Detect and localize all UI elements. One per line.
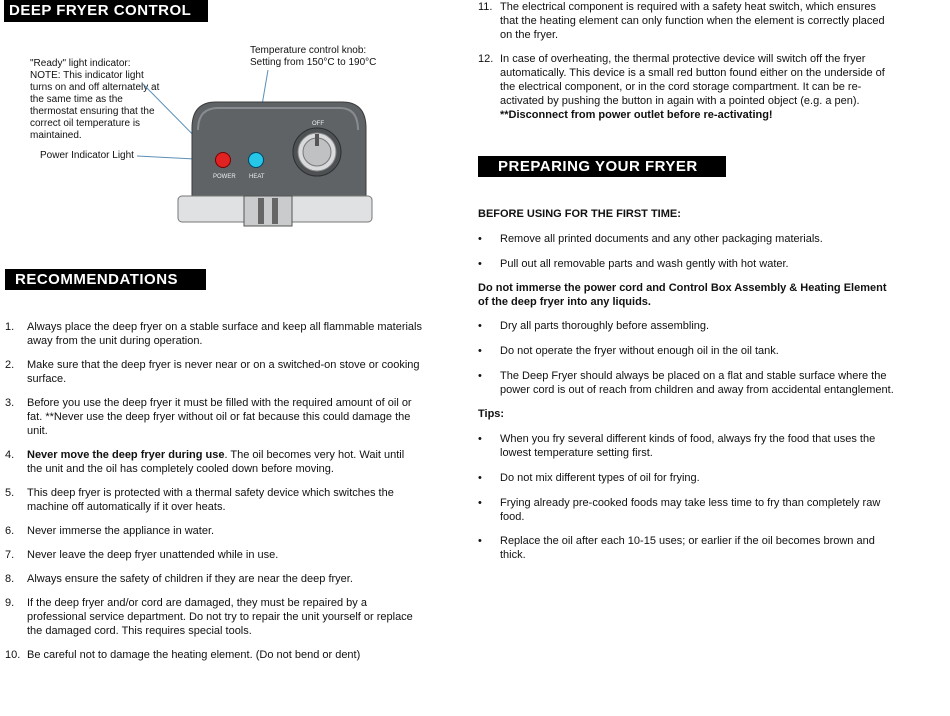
- power-indicator-note: Power Indicator Light: [40, 150, 134, 161]
- note-line: the same time as the: [30, 94, 123, 105]
- note-line: turns on and off alternately at: [30, 82, 160, 93]
- preparing-your-fryer-heading: PREPARING YOUR FRYER: [478, 156, 726, 177]
- item-line: professional service department. Do not try to repair the unit yourself or replace: [27, 611, 413, 623]
- item-line: lowest temperature setting first.: [500, 447, 653, 459]
- item-line: If the deep fryer and/or cord are damaged, they must be repaired by a: [27, 597, 367, 609]
- bullet-icon: •: [478, 472, 482, 484]
- bullet-icon: •: [478, 497, 482, 509]
- item-line: power cord is out of reach from children and away from accidental entanglement.: [500, 384, 894, 396]
- item-line: the electrical component, or in the cord storage compartment. It can be re-: [500, 81, 862, 93]
- item-number: 9.: [5, 597, 15, 609]
- heat-light-icon: [249, 153, 264, 168]
- item-line: Remove all printed documents and any other packaging materials.: [500, 233, 823, 245]
- before-first-use-heading: BEFORE USING FOR THE FIRST TIME:: [478, 208, 681, 220]
- item-line: Always place the deep fryer on a stable surface and keep all flammable materials: [27, 321, 422, 333]
- bullet-icon: •: [478, 233, 482, 245]
- item-number: 7.: [5, 549, 15, 561]
- item-number: 2.: [5, 359, 15, 371]
- note-line: Temperature control knob:: [250, 45, 367, 56]
- item-text: . The oil becomes very hot. Wait until: [224, 449, 405, 461]
- item-line: The electrical component is required with a safety heat switch, which ensures: [500, 1, 877, 13]
- item-number: 1.: [5, 321, 15, 333]
- note-line: Setting from 150°C to 190°C: [250, 57, 377, 68]
- item-line: When you fry several different kinds of food, always fry the food that uses the: [500, 433, 876, 445]
- note-line: correct oil temperature is: [30, 118, 141, 129]
- item-number: 6.: [5, 525, 15, 537]
- item-number: 10.: [5, 649, 21, 661]
- item-line: Before you use the deep fryer it must be filled with the required amount of oil or: [27, 397, 412, 409]
- warning-line: Do not immerse the power cord and Control Box Assembly & Heating Element: [478, 282, 887, 294]
- item-line: Frying already pre-cooked foods may take less time to fry than completely raw: [500, 497, 881, 509]
- item-number: 8.: [5, 573, 15, 585]
- disconnect-warning: **Disconnect from power outlet before re-activating!: [500, 109, 773, 121]
- item-line: food.: [500, 511, 525, 523]
- item-number: 5.: [5, 487, 15, 499]
- item-line: Never immerse the appliance in water.: [27, 525, 215, 537]
- note-line: maintained.: [30, 130, 82, 141]
- item-line: Make sure that the deep fryer is never near or on a switched-on stove or cooking: [27, 359, 420, 371]
- item-line: Dry all parts thoroughly before assembling.: [500, 320, 710, 332]
- note-line: NOTE: This indicator light: [30, 70, 144, 81]
- tips-heading: Tips:: [478, 408, 505, 420]
- bullet-icon: •: [478, 320, 482, 332]
- item-line: activated by pushing the button in again with a pointed object (e.g. a pen).: [500, 95, 860, 107]
- item-line: automatically. This device is a small red button found either on the underside of: [500, 67, 885, 79]
- recommendations-heading: RECOMMENDATIONS: [5, 269, 206, 290]
- bullet-icon: •: [478, 258, 482, 270]
- item-line: fat. **Never use the deep fryer without oil or fat because this could damage the: [27, 411, 411, 423]
- item-line: Be careful not to damage the heating element. (Do not bend or dent): [27, 649, 361, 661]
- item-line: [27, 448, 447, 462]
- item-line: the damaged cord. This requires special tools.: [27, 625, 252, 637]
- note-line: thermostat ensuring that the: [30, 106, 155, 117]
- item-line: on the fryer.: [500, 29, 559, 41]
- bullet-icon: •: [478, 370, 482, 382]
- item-line: surface.: [27, 373, 67, 385]
- power-light-label: POWER: [213, 174, 236, 180]
- heat-light-label: HEAT: [249, 174, 265, 180]
- item-number: 4.: [5, 449, 15, 461]
- item-line: The Deep Fryer should always be placed on a flat and stable surface where the: [500, 370, 887, 382]
- item-line: unit.: [27, 425, 48, 437]
- item-line: Pull out all removable parts and wash gently with hot water.: [500, 258, 789, 270]
- item-line: Replace the oil after each 10-15 uses; or earlier if the oil becomes brown and: [500, 535, 875, 547]
- power-light-icon: [216, 153, 231, 168]
- item-line: that the heating element can only function when the element is correctly placed: [500, 15, 885, 27]
- bullet-icon: •: [478, 535, 482, 547]
- liquid-warning: [478, 281, 918, 309]
- item-line: away from the unit during operation.: [27, 335, 203, 347]
- item-line: Always ensure the safety of children if they are near the deep fryer.: [27, 573, 353, 585]
- item-number: 12.: [478, 53, 494, 65]
- item-line: Never leave the deep fryer unattended while in use.: [27, 549, 279, 561]
- fryer-control-box-illustration: [0, 0, 480, 240]
- warning-line: of the deep fryer into any liquids.: [478, 296, 651, 308]
- item-number: 3.: [5, 397, 15, 409]
- item-line: Do not operate the fryer without enough oil in the oil tank.: [500, 345, 779, 357]
- item-line: Do not mix different types of oil for frying.: [500, 472, 700, 484]
- item-line: In case of overheating, the thermal protective device will switch off the fryer: [500, 53, 866, 65]
- deep-fryer-control-heading: DEEP FRYER CONTROL: [4, 0, 208, 22]
- item-line: the unit and the oil has completely cooled down before moving.: [27, 463, 334, 475]
- bold-warning: Never move the deep fryer during use: [27, 449, 225, 461]
- note-line: "Ready" light indicator:: [30, 58, 131, 69]
- item-line: machine off automatically if it over heats.: [27, 501, 226, 513]
- item-line: This deep fryer is protected with a thermal safety device which switches the: [27, 487, 394, 499]
- bullet-icon: •: [478, 345, 482, 357]
- item-number: 11.: [478, 1, 493, 13]
- item-line: thick.: [500, 549, 526, 561]
- element-connector: [244, 196, 292, 226]
- bullet-icon: •: [478, 433, 482, 445]
- knob-off-label: OFF: [312, 121, 324, 127]
